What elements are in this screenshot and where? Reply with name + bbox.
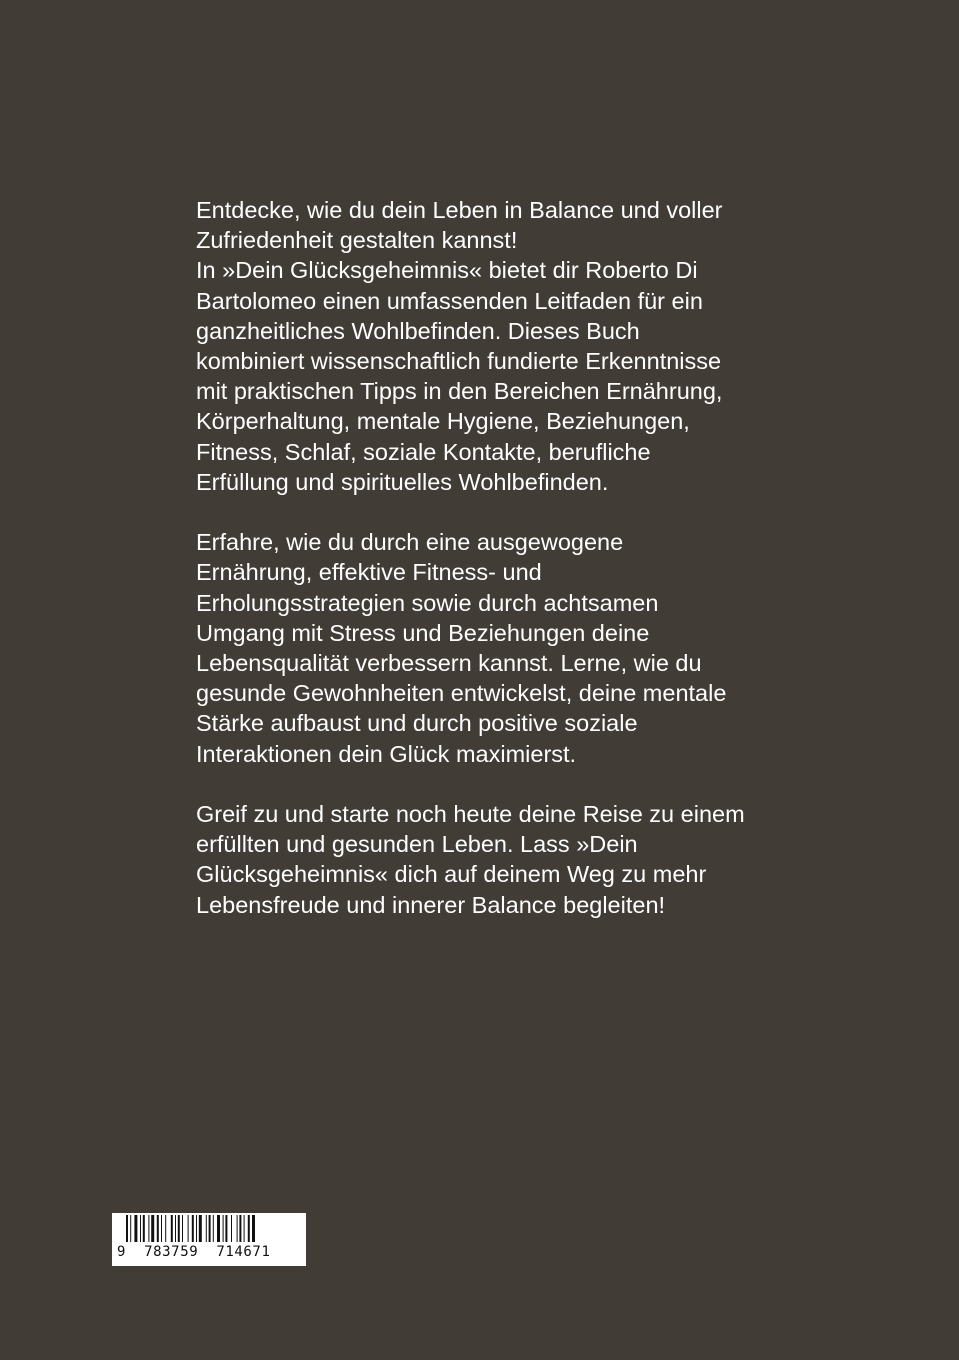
barcode-bar [165, 1215, 166, 1242]
barcode-bar [244, 1215, 245, 1242]
barcode-bar [223, 1215, 224, 1242]
barcode-bar [196, 1215, 197, 1242]
barcode-bar [188, 1215, 189, 1242]
barcode-bar [171, 1215, 173, 1242]
barcode-bar [151, 1215, 154, 1242]
barcode-bar [252, 1215, 255, 1242]
barcode-bar [140, 1215, 141, 1242]
blurb-paragraph-2: Erfahre, wie du durch eine ausgewogene Ernährung, effektive Fitness- und Erholungsstrategien sowie durch achtsamen Umgang mit Stress und Beziehungen deine Lebensqualität verbessern kannst. Lerne, wie du gesunde Gewohnheiten entwickelst, deine mentale Stärke aufbaust und durch positive soziale Interaktionen dein Glück maximierst. [196, 529, 727, 767]
barcode-bar [161, 1215, 162, 1242]
barcode-bar [239, 1215, 241, 1242]
barcode-bar [225, 1215, 227, 1242]
barcode-bar [199, 1215, 202, 1242]
barcode-bar [178, 1215, 180, 1242]
barcode-bar [126, 1215, 128, 1242]
barcode-bar [248, 1215, 250, 1242]
barcode-bar [130, 1215, 131, 1242]
barcode-bar [217, 1215, 220, 1242]
barcode-bar [206, 1215, 207, 1242]
blurb-paragraph-3: Greif zu und starte noch heute deine Reise zu einem erfüllten und gesunden Leben. Lass »Dein Glücksgeheimnis« dich auf deinem Weg zu mehr Lebensfreude und innerer Balance begleiten! [196, 801, 745, 918]
barcode-bar [182, 1215, 183, 1242]
barcode-bar [209, 1215, 211, 1242]
barcode-bar [192, 1215, 194, 1242]
barcode-bar [143, 1215, 145, 1242]
blurb-text [196, 195, 786, 920]
barcode-bar [237, 1215, 238, 1242]
barcode-bar [175, 1215, 176, 1242]
barcode-bar [157, 1215, 159, 1242]
barcode-bar [134, 1215, 137, 1242]
barcode-bar [231, 1215, 232, 1242]
barcode-bar [148, 1215, 149, 1242]
isbn-number: 9 783759 714671 [117, 1244, 271, 1260]
barcode-bars [126, 1215, 294, 1242]
isbn-barcode [112, 1213, 306, 1266]
blurb-paragraph-1: Entdecke, wie du dein Leben in Balance und voller Zufriedenheit gestalten kannst! In »Dein Glücksgeheimnis« bietet dir Roberto Di Bartolomeo einen umfassenden Leitfaden für ein ganzheitliches Wohlbefinden. Dieses Buch kombiniert wissenschaftlich fundierte Erkenntnisse mit praktischen Tipps in den Bereichen Ernährung, Körperhaltung, mentale Hygiene, Beziehungen, Fitness, Schlaf, soziale Kontakte, berufliche Erfüllung und spirituelles Wohlbefinden. [196, 197, 723, 495]
barcode-bar [213, 1215, 214, 1242]
